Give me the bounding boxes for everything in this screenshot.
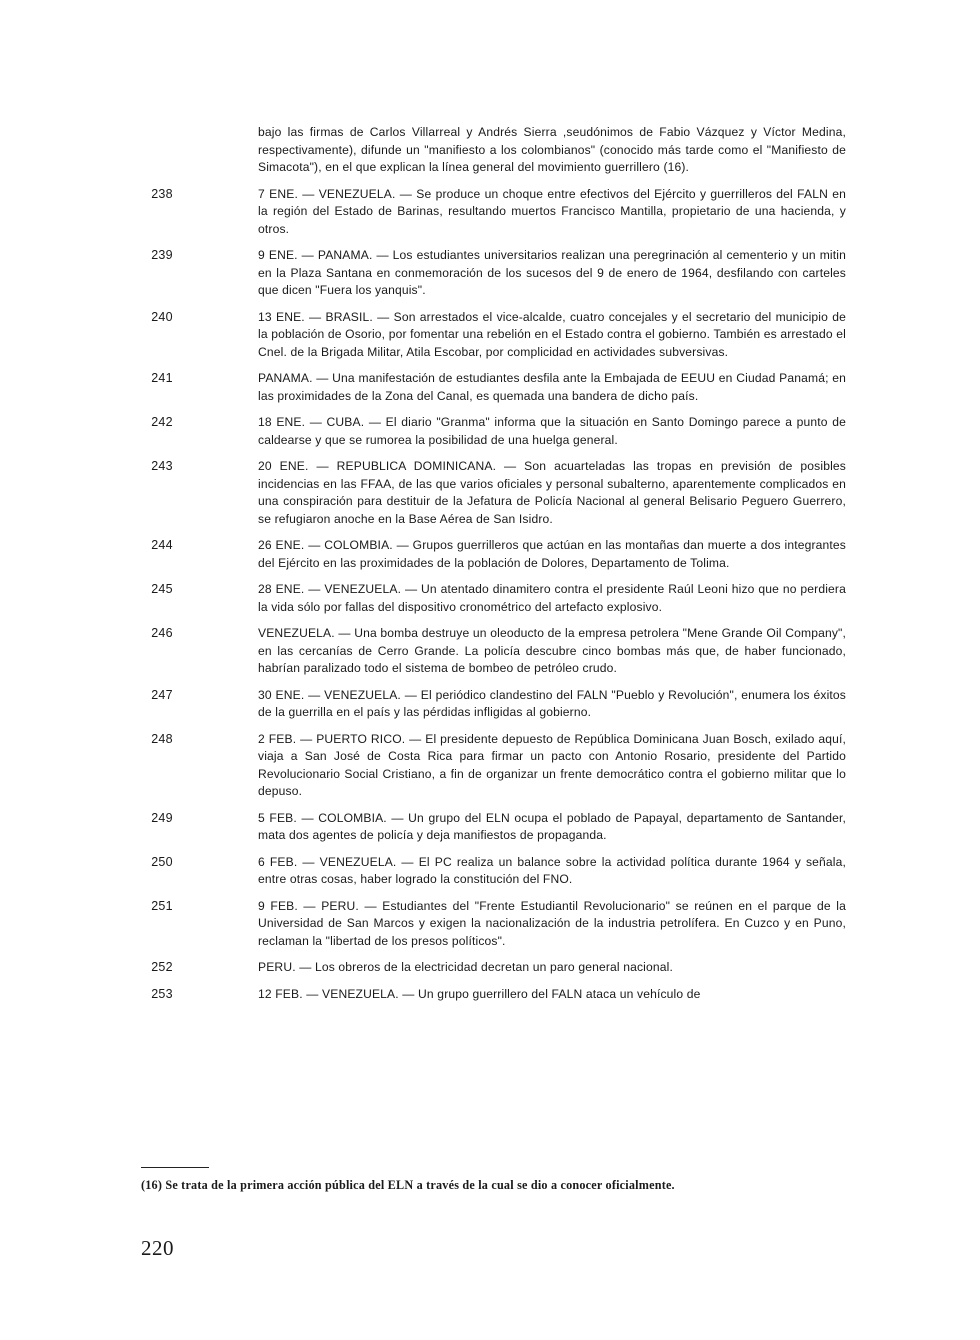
entry-text: 7 ENE. — VENEZUELA. — Se produce un choque entre efectivos del Ejército y guerrilleros del FALN en la región del Estado de Barinas, resultando muertos Francisco Mantilla, propietario de una hacienda, y otros.	[258, 186, 846, 236]
entry-number: 243	[151, 459, 173, 473]
entry-text: 5 FEB. — COLOMBIA. — Un grupo del ELN ocupa el poblado de Papayal, departamento de Santander, mata dos agentes de policía y deja manifiestos de propaganda.	[258, 810, 846, 842]
entry-number: 250	[151, 854, 173, 869]
chronology-entry	[0, 186, 980, 239]
entry-text: bajo las firmas de Carlos Villarreal y Andrés Sierra ,seudónimos de Fabio Vázquez y Víctor Medina, respectivamente), difunde un "manifiesto a los colombianos" (conocido más tarde como el "Manifiesto de Simacota"), en el que explican la línea general del movimiento guerrillero (16).	[258, 125, 846, 174]
entry-number: 241	[151, 371, 173, 385]
chronology-entry	[0, 687, 980, 722]
entry-number: 247	[151, 687, 173, 702]
entry-text: 6 FEB. — VENEZUELA. — El PC realiza un balance sobre la actividad política durante 1964 y señala, entre otras cosas, haber logrado la constitución del FNO.	[258, 854, 846, 886]
entry-text: 12 FEB. — VENEZUELA. — Un grupo guerrillero del FALN ataca un vehículo de	[258, 986, 701, 1001]
entry-text: VENEZUELA. — Una bomba destruye un oleoducto de la empresa petrolera "Mene Grande Oil Company", en las cercanías de Cerro Grande. La policía descubre cinco bombas más que, de haber funcionado, habrían paralizado todo el sistema de bombeo de petróleo crudo.	[258, 626, 846, 675]
chronology-entry	[0, 810, 980, 845]
chronology-entry	[0, 458, 980, 528]
entry-text: 9 FEB. — PERU. — Estudiantes del "Frente Estudiantil Revolucionario" se reúnen en el parque de la Universidad de San Marcos y exigen la nacionalización de la industria petrolífera. En Cuzco y en Puno, reclaman la "libertad de los presos políticos".	[258, 898, 846, 948]
entry-text: 26 ENE. — COLOMBIA. — Grupos guerrilleros que actúan en las montañas dan muerte a dos integrantes del Ejército en las proximidades de la población de Dolores, Departamento de Tolima.	[258, 538, 846, 570]
chronology-entry	[0, 581, 980, 616]
chronology-entry	[0, 854, 980, 889]
entry-number: 249	[151, 810, 173, 825]
chronology-entry	[0, 625, 980, 678]
chronology-entry	[0, 731, 980, 801]
entry-number: 242	[151, 415, 173, 429]
entry-text: 28 ENE. — VENEZUELA. — Un atentado dinamitero contra el presidente Raúl Leoni hizo que no perdiera la vida sólo por fallas del dispositivo cronométrico del artefacto explosivo.	[258, 582, 846, 614]
chronology-entries	[0, 124, 980, 1012]
entry-text: PERU. — Los obreros de la electricidad decretan un paro general nacional.	[258, 960, 673, 974]
entry-text: PANAMA. — Una manifestación de estudiantes desfila ante la Embajada de EEUU en Ciudad Panamá; en las proximidades de la Zona del Canal, es quemada una bandera de dicho país.	[258, 371, 846, 403]
entry-text: 2 FEB. — PUERTO RICO. — El presidente depuesto de República Dominicana Juan Bosch, exilado aquí, viaja a San José de Costa Rica para firmar un pacto con Antonio Rosario, presidente del Partido Revolucionario Social Cristiano, a fin de organizar un frente democrático contra el gobierno militar que lo depuso.	[258, 731, 846, 798]
entry-number: 251	[151, 898, 173, 913]
entry-number: 246	[151, 626, 173, 640]
chronology-entry	[0, 124, 980, 177]
chronology-entry	[0, 370, 980, 405]
entry-text: 20 ENE. — REPUBLICA DOMINICANA. — Son acuarteladas las tropas en previsión de posibles incidencias en las FFAA, de las que varios oficiales y personal subalterno, aparentemente complicados en una conspiración para destituir de la Jefatura de Policía Nacional al general Belisario Peguero Guerrero, se refugiaron anoche en la Base Aérea de San Isidro.	[258, 459, 846, 526]
chronology-entry	[0, 986, 980, 1004]
chronology-entry	[0, 414, 980, 449]
entry-text: 30 ENE. — VENEZUELA. — El periódico clandestino del FALN "Pueblo y Revolución", enumera los éxitos de la guerrilla en el país y las pérdidas infligidas al gobierno.	[258, 687, 846, 719]
entry-number: 238	[151, 186, 173, 201]
entry-number: 253	[151, 986, 173, 1001]
entry-number: 239	[151, 248, 173, 262]
entry-text: 9 ENE. — PANAMA. — Los estudiantes universitarios realizan una peregrinación al cementerio y un mitin en la Plaza Santana en conmemoración de los sucesos del 9 de enero de 1964, desfilando con carteles que dicen "Fuera los yanquis".	[258, 248, 846, 297]
entry-number: 248	[151, 731, 173, 746]
entry-text: 18 ENE. — CUBA. — El diario "Granma" informa que la situación en Santo Domingo parece a punto de caldearse y que se rumorea la posibilidad de una huelga general.	[258, 415, 846, 447]
footnote-separator	[141, 1167, 209, 1168]
entry-number: 240	[151, 309, 173, 324]
chronology-entry	[0, 247, 980, 300]
entry-number: 252	[151, 960, 173, 974]
footnote: (16) Se trata de la primera acción pública del ELN a través de la cual se dio a conocer oficialmente.	[141, 1178, 675, 1192]
chronology-entry	[0, 537, 980, 572]
entry-number: 245	[151, 582, 173, 596]
chronology-entry	[0, 898, 980, 951]
chronology-entry	[0, 309, 980, 362]
entry-text: 13 ENE. — BRASIL. — Son arrestados el vice-alcalde, cuatro concejales y el secretario del municipio de la población de Osorio, por fomentar una rebelión en el Estado contra el gobierno. También es arrestado el Cnel. de la Brigada Militar, Atila Escobar, por complicidad en actividades subversivas.	[258, 309, 846, 359]
chronology-entry	[0, 959, 980, 977]
page-number: 220	[141, 1236, 174, 1260]
entry-number: 244	[151, 538, 173, 552]
